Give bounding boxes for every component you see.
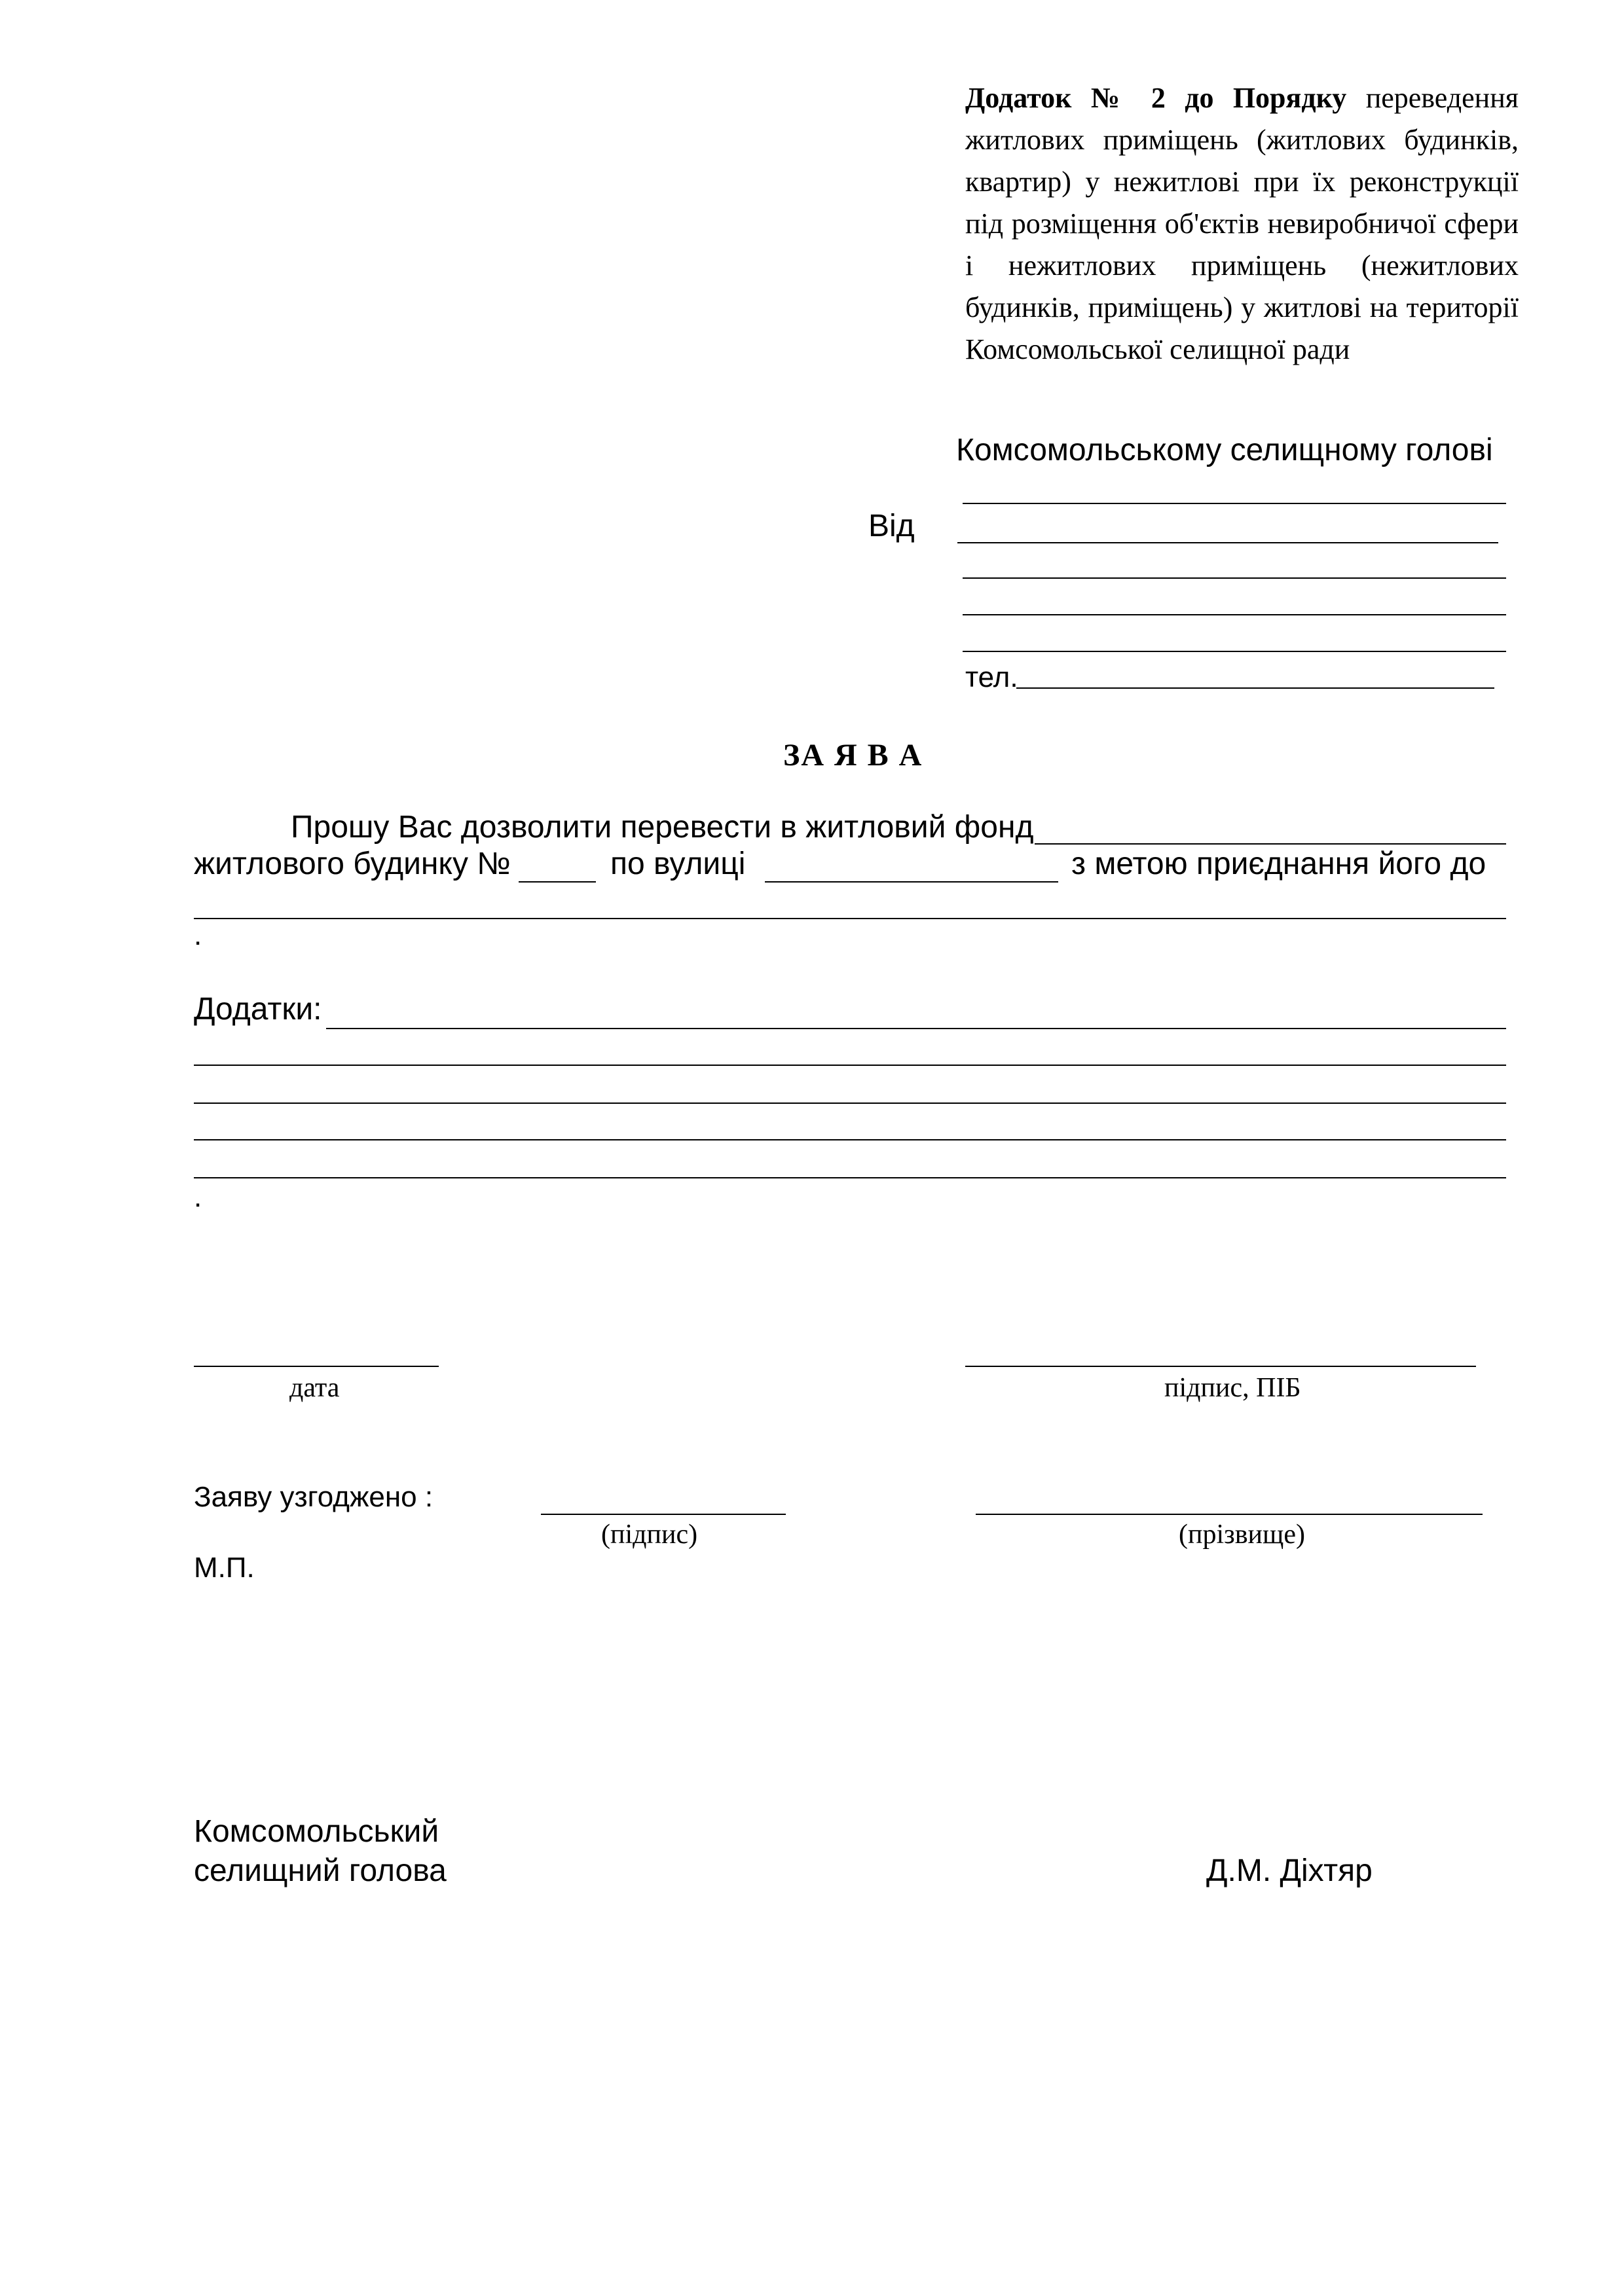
request-purpose-label: з метою приєднання його до [1071,847,1486,881]
phone-label: тел. [965,661,1018,693]
date-field[interactable] [194,1366,439,1367]
request-line-1: Прошу Вас дозволити перевести в житловий фонд [291,810,1034,845]
attachments-field-3[interactable] [194,1102,1506,1104]
annex-header [965,77,1519,371]
from-line-3[interactable] [963,614,1506,615]
approval-signature-field[interactable] [541,1514,786,1515]
footer-name: Д.М. Діхтяр [1206,1853,1373,1888]
from-line-4[interactable] [963,651,1506,652]
attachments-field-2[interactable] [194,1065,1506,1066]
request-street-label: по вулиці [610,847,746,881]
footer-position-line-2: селищний голова [194,1853,447,1888]
house-number-field[interactable] [519,881,596,883]
attachments-field-4[interactable] [194,1139,1506,1140]
attachments-label: Додатки: [194,992,322,1027]
phone-field[interactable] [1016,687,1494,689]
footer-position-line-1: Комсомольський [194,1814,439,1849]
addressee-to: Комсомольському селищному голові [956,433,1493,467]
annex-description: переведення житлових приміщень (житлових будинків, квартир) у нежитлові при їх реконструкції під розміщення об'єктів невиробничої сфери і нежитлових приміщень (нежитлових будинків, приміщень) у житлові на території Комсомольської селищної ради [965,82,1519,365]
approval-label: Заяву узгоджено : [194,1481,434,1513]
attachments-field-5[interactable] [194,1177,1506,1178]
request-end-dot: . [194,919,202,951]
approval-surname-field[interactable] [976,1514,1483,1515]
from-label: Від [868,509,915,543]
signature-caption: підпис, ПІБ [1164,1373,1301,1403]
signature-field[interactable] [965,1366,1476,1367]
fund-field[interactable] [1035,843,1506,845]
approval-surname-caption: (прізвище) [1179,1520,1305,1550]
document-title: ЗА Я В А [783,738,923,773]
street-field[interactable] [765,881,1058,883]
attachments-end-dot: . [194,1181,202,1213]
addressee-line-1[interactable] [963,503,1506,504]
stamp-label: М.П. [194,1552,255,1584]
request-house-label: житлового будинку № [194,847,511,881]
from-field[interactable] [957,542,1498,543]
from-line-2[interactable] [963,577,1506,579]
attachments-field-1[interactable] [326,1028,1506,1029]
approval-signature-caption: (підпис) [601,1520,698,1550]
date-caption: дата [289,1373,340,1403]
purpose-field[interactable] [194,918,1506,919]
annex-title: Додаток № 2 до Порядку [965,82,1347,114]
